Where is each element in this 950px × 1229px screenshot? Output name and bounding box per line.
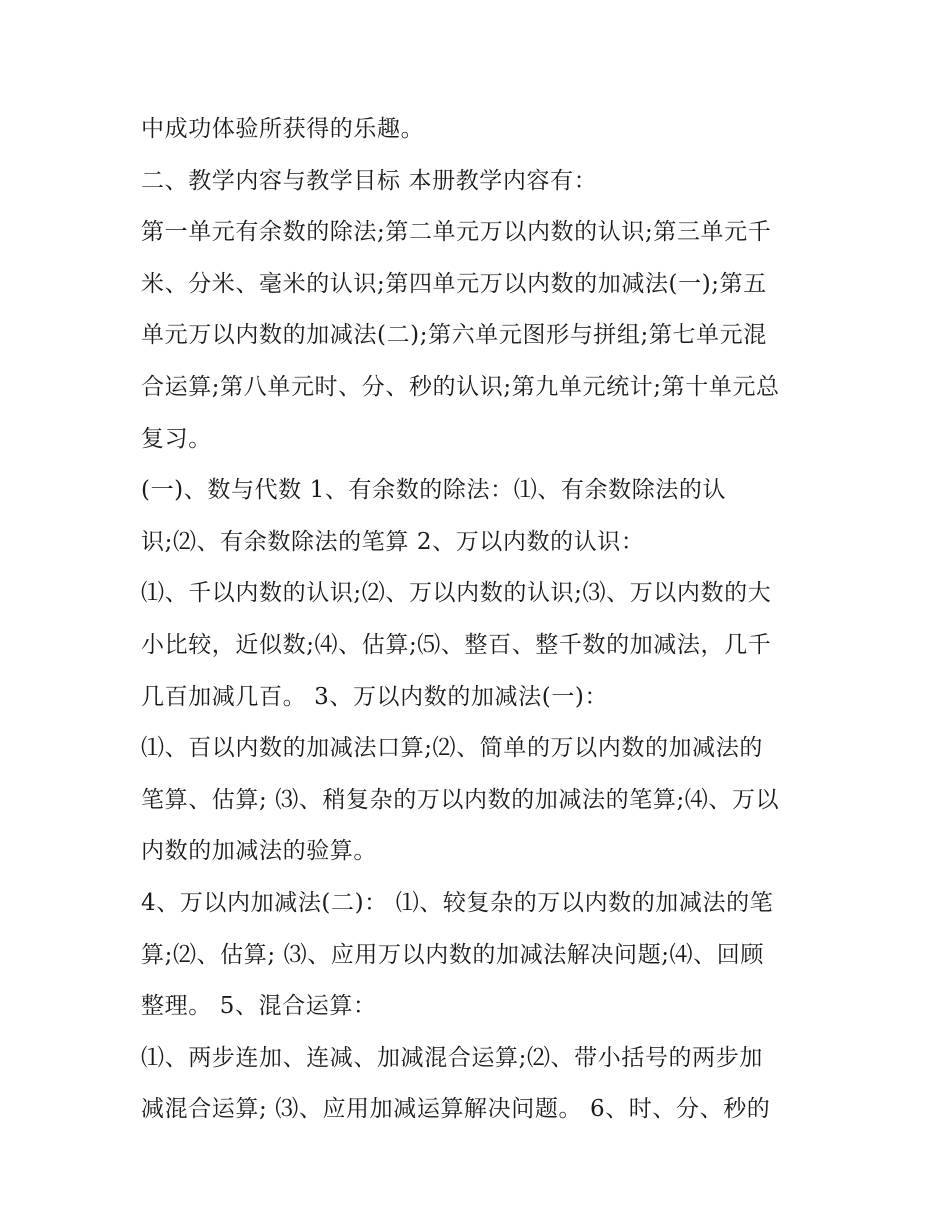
text-line: ⑴、两步连加、连减、加减混合运算;⑵、带小括号的两步加 — [141, 1044, 763, 1071]
text-line: 小比较，近似数;⑷、估算;⑸、整百、整千数的加减法，几千 — [141, 631, 772, 658]
text-line: 整理。 5、混合运算： — [141, 993, 377, 1020]
text-line: ⑴、百以内数的加减法口算;⑵、简单的万以内数的加减法的 — [141, 735, 763, 762]
section-heading: 二、教学内容与教学目标 本册教学内容有： — [141, 167, 598, 194]
text-line: 复习。 — [141, 425, 212, 452]
text-line: 4、万以内加减法(二)： ⑴、较复杂的万以内数的加减法的笔 — [141, 889, 774, 916]
text-line: (一)、数与代数 1、有余数的除法：⑴、有余数除法的认 — [141, 477, 727, 504]
text-line: 内数的加减法的验算。 — [141, 838, 377, 865]
text-line: 中成功体验所获得的乐趣。 — [141, 116, 425, 142]
text-line: 减混合运算; ⑶、应用加减运算解决问题。 6、时、分、秒的 — [141, 1096, 771, 1123]
text-line: 算;⑵、估算; ⑶、应用万以内数的加减法解决问题;⑷、回顾 — [141, 941, 764, 968]
text-line: 笔算、估算; ⑶、稍复杂的万以内数的加减法的笔算;⑷、万以 — [141, 786, 780, 813]
text-line: 米、分米、毫米的认识;第四单元万以内数的加减法(一);第五 — [141, 270, 767, 297]
text-line: 单元万以内数的加减法(二);第六单元图形与拼组;第七单元混 — [141, 322, 767, 349]
text-line: 几百加减几百。 3、万以内数的加减法(一)： — [141, 683, 609, 710]
text-line: 合运算;第八单元时、分、秒的认识;第九单元统计;第十单元总 — [141, 373, 780, 400]
text-line: 第一单元有余数的除法;第二单元万以内数的认识;第三单元千 — [141, 219, 772, 246]
text-line: 识;⑵、有余数除法的笔算 2、万以内数的认识： — [141, 528, 645, 555]
text-line: ⑴、千以内数的认识;⑵、万以内数的认识;⑶、万以内数的大 — [141, 580, 772, 607]
document-body — [141, 104, 811, 1136]
